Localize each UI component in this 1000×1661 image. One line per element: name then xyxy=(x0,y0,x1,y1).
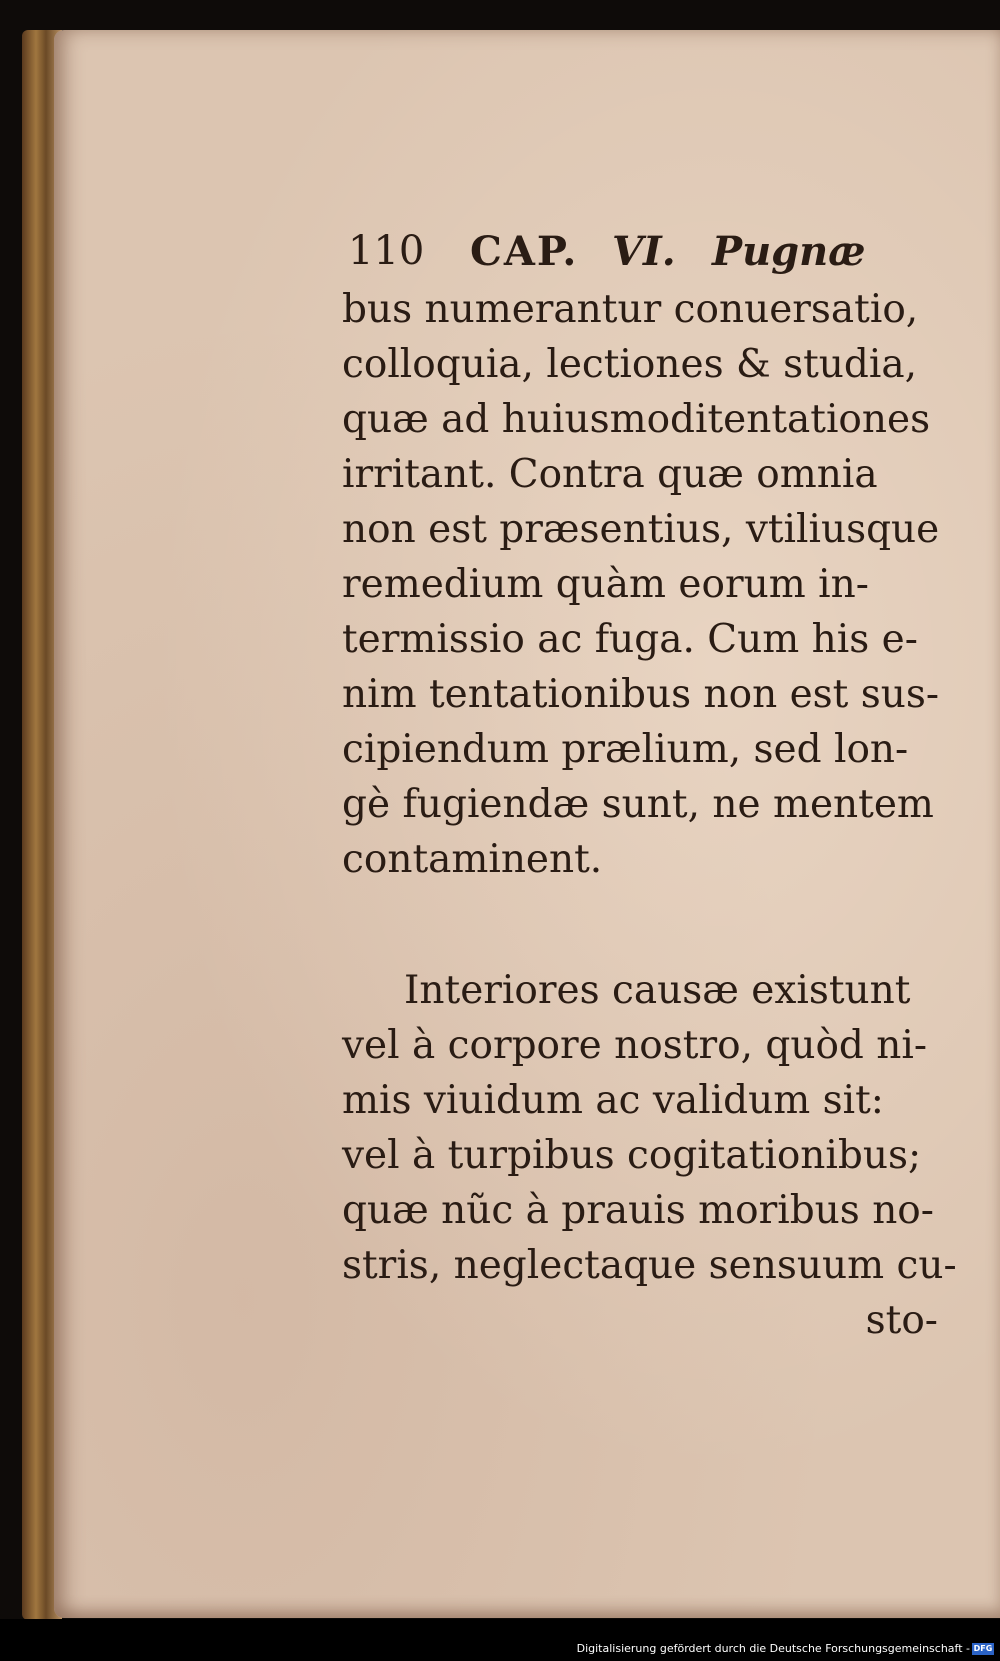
text-line: stris, neglectaque sensuum cu- xyxy=(342,1243,957,1288)
paragraph-2 xyxy=(342,963,957,1293)
running-title: Pugnæ xyxy=(712,228,866,275)
text-line: gè fugiendæ sunt, ne mentem xyxy=(342,782,934,827)
paragraph-1 xyxy=(342,282,950,887)
running-head xyxy=(342,222,950,282)
footer-bar xyxy=(0,1619,1000,1661)
text-line: bus numerantur conuersatio, xyxy=(342,287,919,332)
chapter-label: CAP. xyxy=(470,228,579,275)
page-number: 110 xyxy=(348,228,425,274)
text-line: termissio ac fuga. Cum his e- xyxy=(342,617,918,662)
text-line: cipiendum prælium, sed lon- xyxy=(342,727,909,772)
text-line: vel à corpore nostro, quòd ni- xyxy=(342,1023,928,1068)
text-line: quæ nũc à prauis moribus no- xyxy=(342,1188,934,1233)
dfg-logo-icon: DFG xyxy=(973,1644,993,1653)
text-line: quæ ad huiusmoditentationes xyxy=(342,397,931,442)
text-line: irritant. Contra quæ omnia xyxy=(342,452,878,497)
digitization-credit: Digitalisierung gefördert durch die Deutsche Forschungsgemeinschaft - xyxy=(576,1642,970,1655)
text-line: vel à turpibus cogitationibus; xyxy=(342,1133,922,1178)
text-line: colloquia, lectiones & studia, xyxy=(342,342,917,387)
text-line: remedium quàm eorum in- xyxy=(342,562,869,607)
chapter-number: VI. xyxy=(612,228,676,275)
text-line: non est præsentius, vtiliusque xyxy=(342,507,940,552)
catchword: sto- xyxy=(865,1298,938,1343)
text-line: mis viuidum ac validum sit: xyxy=(342,1078,884,1123)
text-line: contaminent. xyxy=(342,837,603,882)
paragraph-gap xyxy=(342,887,950,963)
text-line: Interiores causæ existunt xyxy=(404,968,911,1013)
page-text-block xyxy=(342,222,957,1348)
text-line: nim tentationibus non est sus- xyxy=(342,672,940,717)
